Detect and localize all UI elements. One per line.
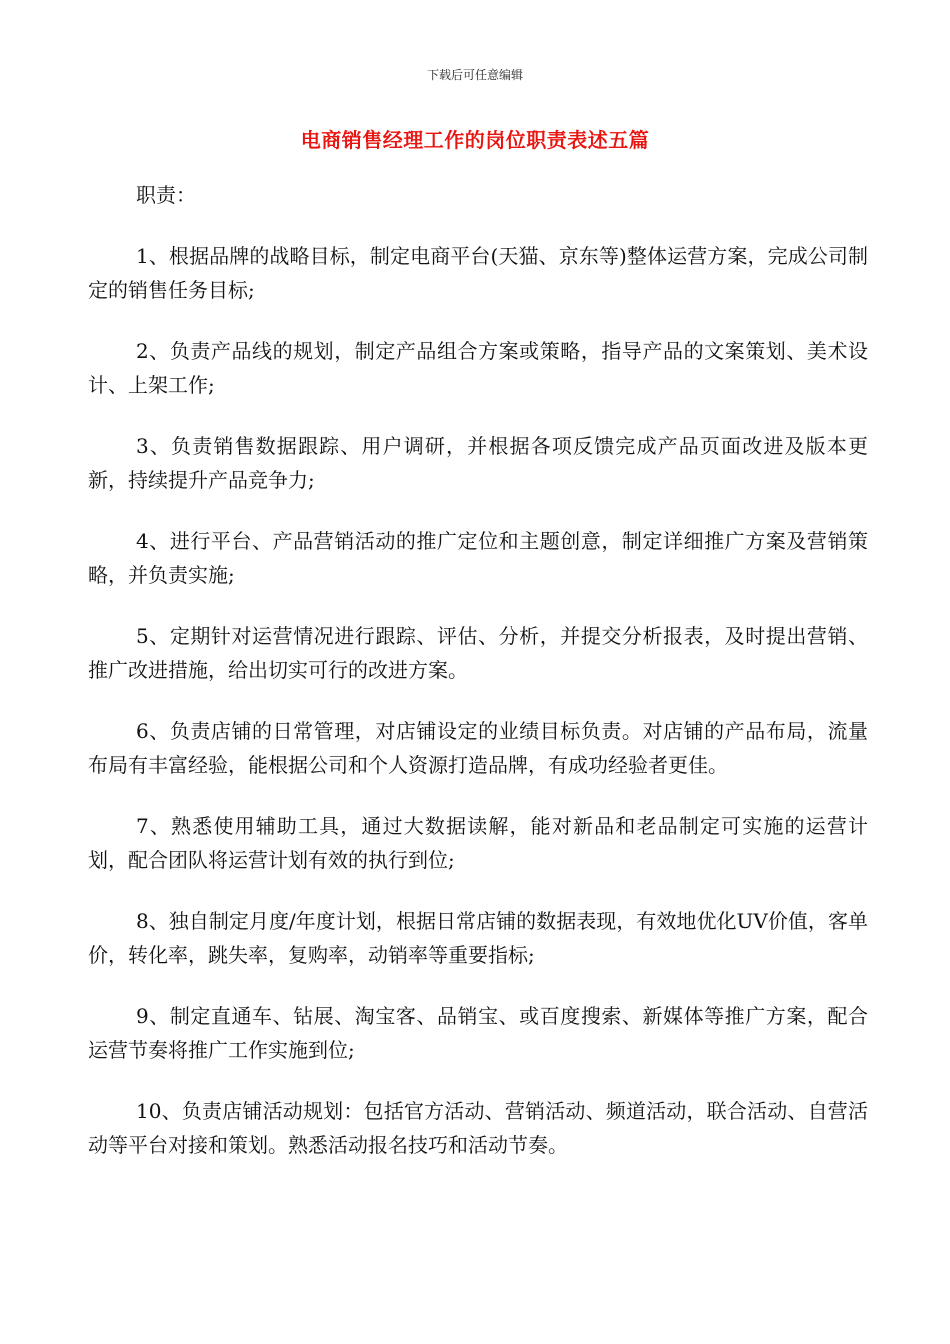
duty-item-2: 2、负责产品线的规划，制定产品组合方案或策略，指导产品的文案策划、美术设计、上架工作; xyxy=(88,339,868,397)
duty-item-9: 9、制定直通车、钻展、淘宝客、品销宝、或百度搜索、新媒体等推广方案，配合运营节奏将推广工作实施到位; xyxy=(88,1004,868,1062)
document-title: 电商销售经理工作的岗位职责表述五篇 xyxy=(300,128,650,152)
duty-item-6: 6、负责店铺的日常管理，对店铺设定的业绩目标负责。对店铺的产品布局，流量布局有丰富经验，能根据公司和个人资源打造品牌，有成功经验者更佳。 xyxy=(88,719,868,777)
document-body xyxy=(88,178,868,1189)
duty-item-5: 5、定期针对运营情况进行跟踪、评估、分析，并提交分析报表，及时提出营销、推广改进措施，给出切实可行的改进方案。 xyxy=(88,624,868,682)
duty-item-3: 3、负责销售数据跟踪、用户调研，并根据各项反馈完成产品页面改进及版本更新，持续提升产品竞争力; xyxy=(88,434,868,492)
duty-item-7: 7、熟悉使用辅助工具，通过大数据读解，能对新品和老品制定可实施的运营计划，配合团队将运营计划有效的执行到位; xyxy=(88,814,868,872)
section-label: 职责： xyxy=(136,183,196,207)
header-note: 下载后可任意编辑 xyxy=(426,68,523,82)
duty-item-10: 10、负责店铺活动规划：包括官方活动、营销活动、频道活动，联合活动、自营活动等平台对接和策划。熟悉活动报名技巧和活动节奏。 xyxy=(88,1099,868,1157)
duty-item-4: 4、进行平台、产品营销活动的推广定位和主题创意，制定详细推广方案及营销策略，并负责实施; xyxy=(88,529,868,587)
duty-item-1: 1、根据品牌的战略目标，制定电商平台(天猫、京东等)整体运营方案，完成公司制定的销售任务目标; xyxy=(88,244,868,302)
duty-item-8: 8、独自制定月度/年度计划，根据日常店铺的数据表现，有效地优化UV价值，客单价，转化率，跳失率，复购率，动销率等重要指标; xyxy=(88,909,868,967)
